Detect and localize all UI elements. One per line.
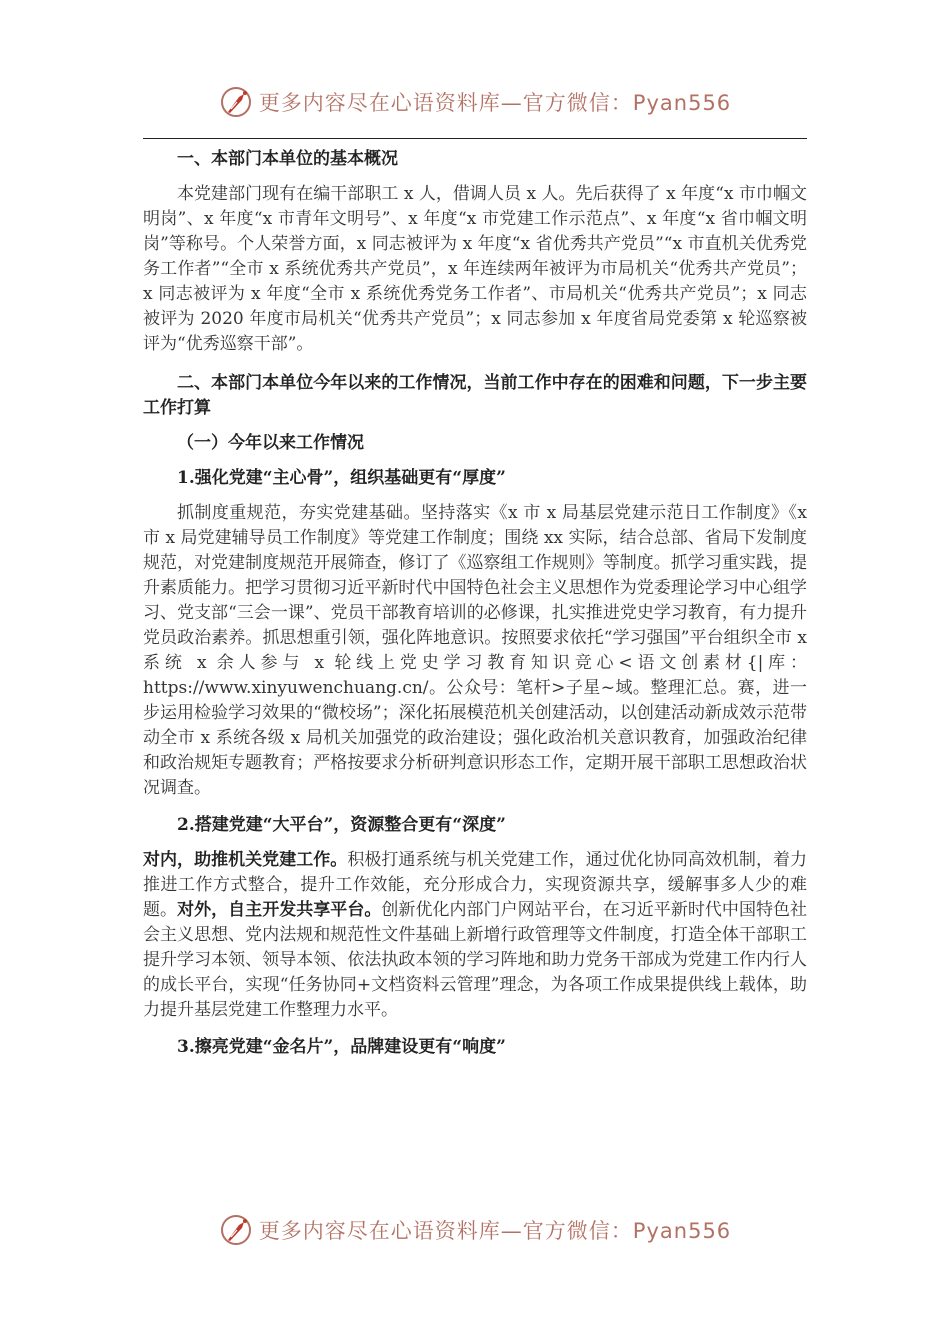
item-2-paragraph: [143, 848, 807, 1023]
section-1-paragraph: 本党建部门现有在编干部职工 x 人，借调人员 x 人。先后获得了 x 年度“x 市巾帼文明岗”、x 年度“x 市青年文明号”、x 年度“x 市党建工作示范点”、x 年度“x 省巾帼文明岗”等称号。个人荣誉方面，x 同志被评为 x 年度“x 省优秀共产党员”“x 市直机关优秀党务工作者”“全市 x 系统优秀共产党员”，x 年连续两年被评为市局机关“优秀共产党员”；x 同志被评为 x 年度“全市 x 系统优秀党务工作者”、市局机关“优秀共产党员”；x 同志被评为 2020 年度市局机关“优秀共产党员”；x 同志参加 x 年度省局党委第 x 轮巡察被评为“优秀巡察干部”。: [143, 184, 807, 354]
section-1-heading: 一、本部门本单位的基本概况: [177, 149, 398, 169]
pen-nib-circle-icon: [219, 1213, 253, 1247]
banner-text: 更多内容尽在心语资料库—官方微信：Pyan556: [258, 91, 732, 115]
header-banner: [0, 80, 950, 124]
header-divider: [143, 138, 807, 139]
document-body: [143, 147, 807, 1060]
item-1-paragraph: 抓制度重规范，夯实党建基础。坚持落实《x 市 x 局基层党建示范日工作制度》《x 市 x 局党建辅导员工作制度》等党建工作制度；围绕 xx 实际，结合总部、省局下发制度规范，对党建制度规范开展筛查，修订了《巡察组工作规则》等制度。抓学习重实践，提升素质能力。把学习贯彻习近平新时代中国特色社会主义思想作为党委理论学习中心组学习、党支部“三会一课”、党员干部教育培训的必修课，扎实推进党史学习教育，有力提升党员政治素养。抓思想重引领，强化阵地意识。按照要求依托“学习强国”平台组织全市 x 系统 x 余人参与 x 轮线上党史学习教育知识竞心<语文创素材{|库：https://www.xinyuwenchuang.cn/。公众号：笔杆>子星~域。整理汇总。赛，进一步运用检验学习效果的“微校场”；深化拓展模范机关创建活动，以创建活动新成效示范带动全市 x 系统各级 x 局机关加强党的政治建设；强化政治机关意识教育，加强政治纪律和政治规矩专题教育；严格按要求分析研判意识形态工作，定期开展干部职工思想政治状况调查。: [143, 503, 807, 798]
item-2-lead-external: 对外，自主开发共享平台。: [177, 900, 382, 920]
item-2-heading: 2.搭建党建“大平台”，资源整合更有“深度”: [177, 815, 506, 835]
item-1-heading: 1.强化党建“主心骨”，组织基础更有“厚度”: [177, 468, 506, 488]
pen-nib-circle-icon: [219, 85, 253, 119]
section-2-heading: 二、本部门本单位今年以来的工作情况，当前工作中存在的困难和问题，下一步主要工作打算: [143, 373, 807, 418]
subsection-1-heading: （一）今年以来工作情况: [177, 433, 364, 453]
footer-banner: [0, 1208, 950, 1252]
item-2-text-external: 创新优化内部门户网站平台，在习近平新时代中国特色社会主义思想、党内法规和规范性文件基础上新增行政管理等文件制度，打造全体干部职工提升学习本领、领导本领、依法执政本领的学习阵地和助力党务干部成为党建工作内行人的成长平台，实现“任务协同+文档资料云管理”理念，为各项工作成果提供线上载体，助力提升基层党建工作整理力水平。: [143, 900, 808, 1020]
item-2-lead-internal: 对内，助推机关党建工作。: [143, 850, 348, 870]
item-3-heading: 3.擦亮党建“金名片”，品牌建设更有“响度”: [177, 1037, 506, 1057]
banner-text: 更多内容尽在心语资料库—官方微信：Pyan556: [258, 1219, 732, 1243]
item-2-text-internal: 积极打通系统与机关党建工作，通过优化协同高效机制，着力推进工作方式整合，提升工作效能，充分形成合力，实现资源共享，缓解事多人少的难题。: [143, 850, 808, 920]
